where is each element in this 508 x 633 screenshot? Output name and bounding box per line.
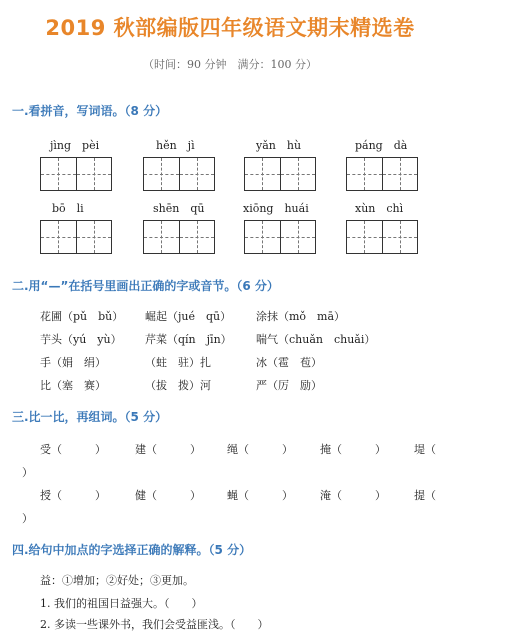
choice-item[interactable]: 花圃（pǔ bǔ） bbox=[40, 310, 124, 323]
choice-item[interactable]: 崛起（jué qū） bbox=[145, 310, 232, 323]
pinyin-label: jìng pèi bbox=[50, 139, 100, 152]
word-blank[interactable]: 绳（ ） bbox=[227, 443, 293, 456]
choice-item[interactable]: （拔 拨）河 bbox=[145, 379, 211, 392]
choice-item[interactable]: 严（厉 励） bbox=[256, 379, 322, 392]
pinyin-label: xùn chì bbox=[355, 202, 404, 215]
word-blank[interactable]: 提（ bbox=[414, 489, 436, 502]
choice-item[interactable]: 冰（雹 苞） bbox=[256, 356, 322, 369]
question-line[interactable]: 2. 多读一些课外书，我们会受益匪浅。（ ） bbox=[40, 618, 269, 631]
word-blank[interactable]: 受（ ） bbox=[40, 443, 106, 456]
choice-item[interactable]: 芹菜（qín jīn） bbox=[145, 333, 232, 346]
choice-item[interactable]: 手（娟 绢） bbox=[40, 356, 106, 369]
word-blank[interactable]: 淹（ ） bbox=[320, 489, 386, 502]
definition-line: 益：①增加；②好处；③更加。 bbox=[40, 574, 194, 587]
choice-item[interactable]: 喘气（chuǎn chuǎi） bbox=[256, 333, 376, 346]
pinyin-label: hěn jì bbox=[156, 139, 195, 152]
writing-grid[interactable] bbox=[244, 157, 316, 191]
choice-item[interactable]: 比（塞 赛） bbox=[40, 379, 106, 392]
writing-grid[interactable] bbox=[143, 220, 215, 254]
writing-grid[interactable] bbox=[244, 220, 316, 254]
writing-grid[interactable] bbox=[346, 220, 418, 254]
section-2-heading: 二.用“—”在括号里画出正确的字或音节。（6 分） bbox=[12, 279, 279, 293]
writing-grid[interactable] bbox=[40, 157, 112, 191]
pinyin-label: xiōng huái bbox=[243, 202, 309, 215]
page-title: 2019 秋部编版四年级语文期末精选卷 bbox=[45, 16, 415, 40]
pinyin-label: shēn qū bbox=[153, 202, 205, 215]
section-4-heading: 四.给句中加点的字选择正确的解释。（5 分） bbox=[12, 543, 252, 557]
section-3-heading: 三.比一比，再组词。（5 分） bbox=[12, 410, 168, 424]
word-blank[interactable]: 堤（ bbox=[414, 443, 436, 456]
question-line[interactable]: 1. 我们的祖国日益强大。（ ） bbox=[40, 597, 203, 610]
pinyin-label: bō li bbox=[52, 202, 84, 215]
blank-close: ） bbox=[22, 466, 33, 479]
word-blank[interactable]: 建（ ） bbox=[135, 443, 201, 456]
blank-close: ） bbox=[22, 512, 33, 525]
choice-item[interactable]: 芋头（yú yù） bbox=[40, 333, 122, 346]
word-blank[interactable]: 健（ ） bbox=[135, 489, 201, 502]
choice-item[interactable]: （蛀 驻）扎 bbox=[145, 356, 211, 369]
writing-grid[interactable] bbox=[40, 220, 112, 254]
writing-grid[interactable] bbox=[143, 157, 215, 191]
pinyin-label: yǎn hù bbox=[256, 139, 302, 152]
writing-grid[interactable] bbox=[346, 157, 418, 191]
word-blank[interactable]: 蝇（ ） bbox=[227, 489, 293, 502]
word-blank[interactable]: 授（ ） bbox=[40, 489, 106, 502]
section-1-heading: 一.看拼音，写词语。（8 分） bbox=[12, 104, 168, 118]
pinyin-label: páng dà bbox=[355, 139, 408, 152]
exam-info: （时间：90 分钟 满分：100 分） bbox=[143, 58, 317, 71]
word-blank[interactable]: 掩（ ） bbox=[320, 443, 386, 456]
choice-item[interactable]: 涂抹（mǒ mā） bbox=[256, 310, 346, 323]
